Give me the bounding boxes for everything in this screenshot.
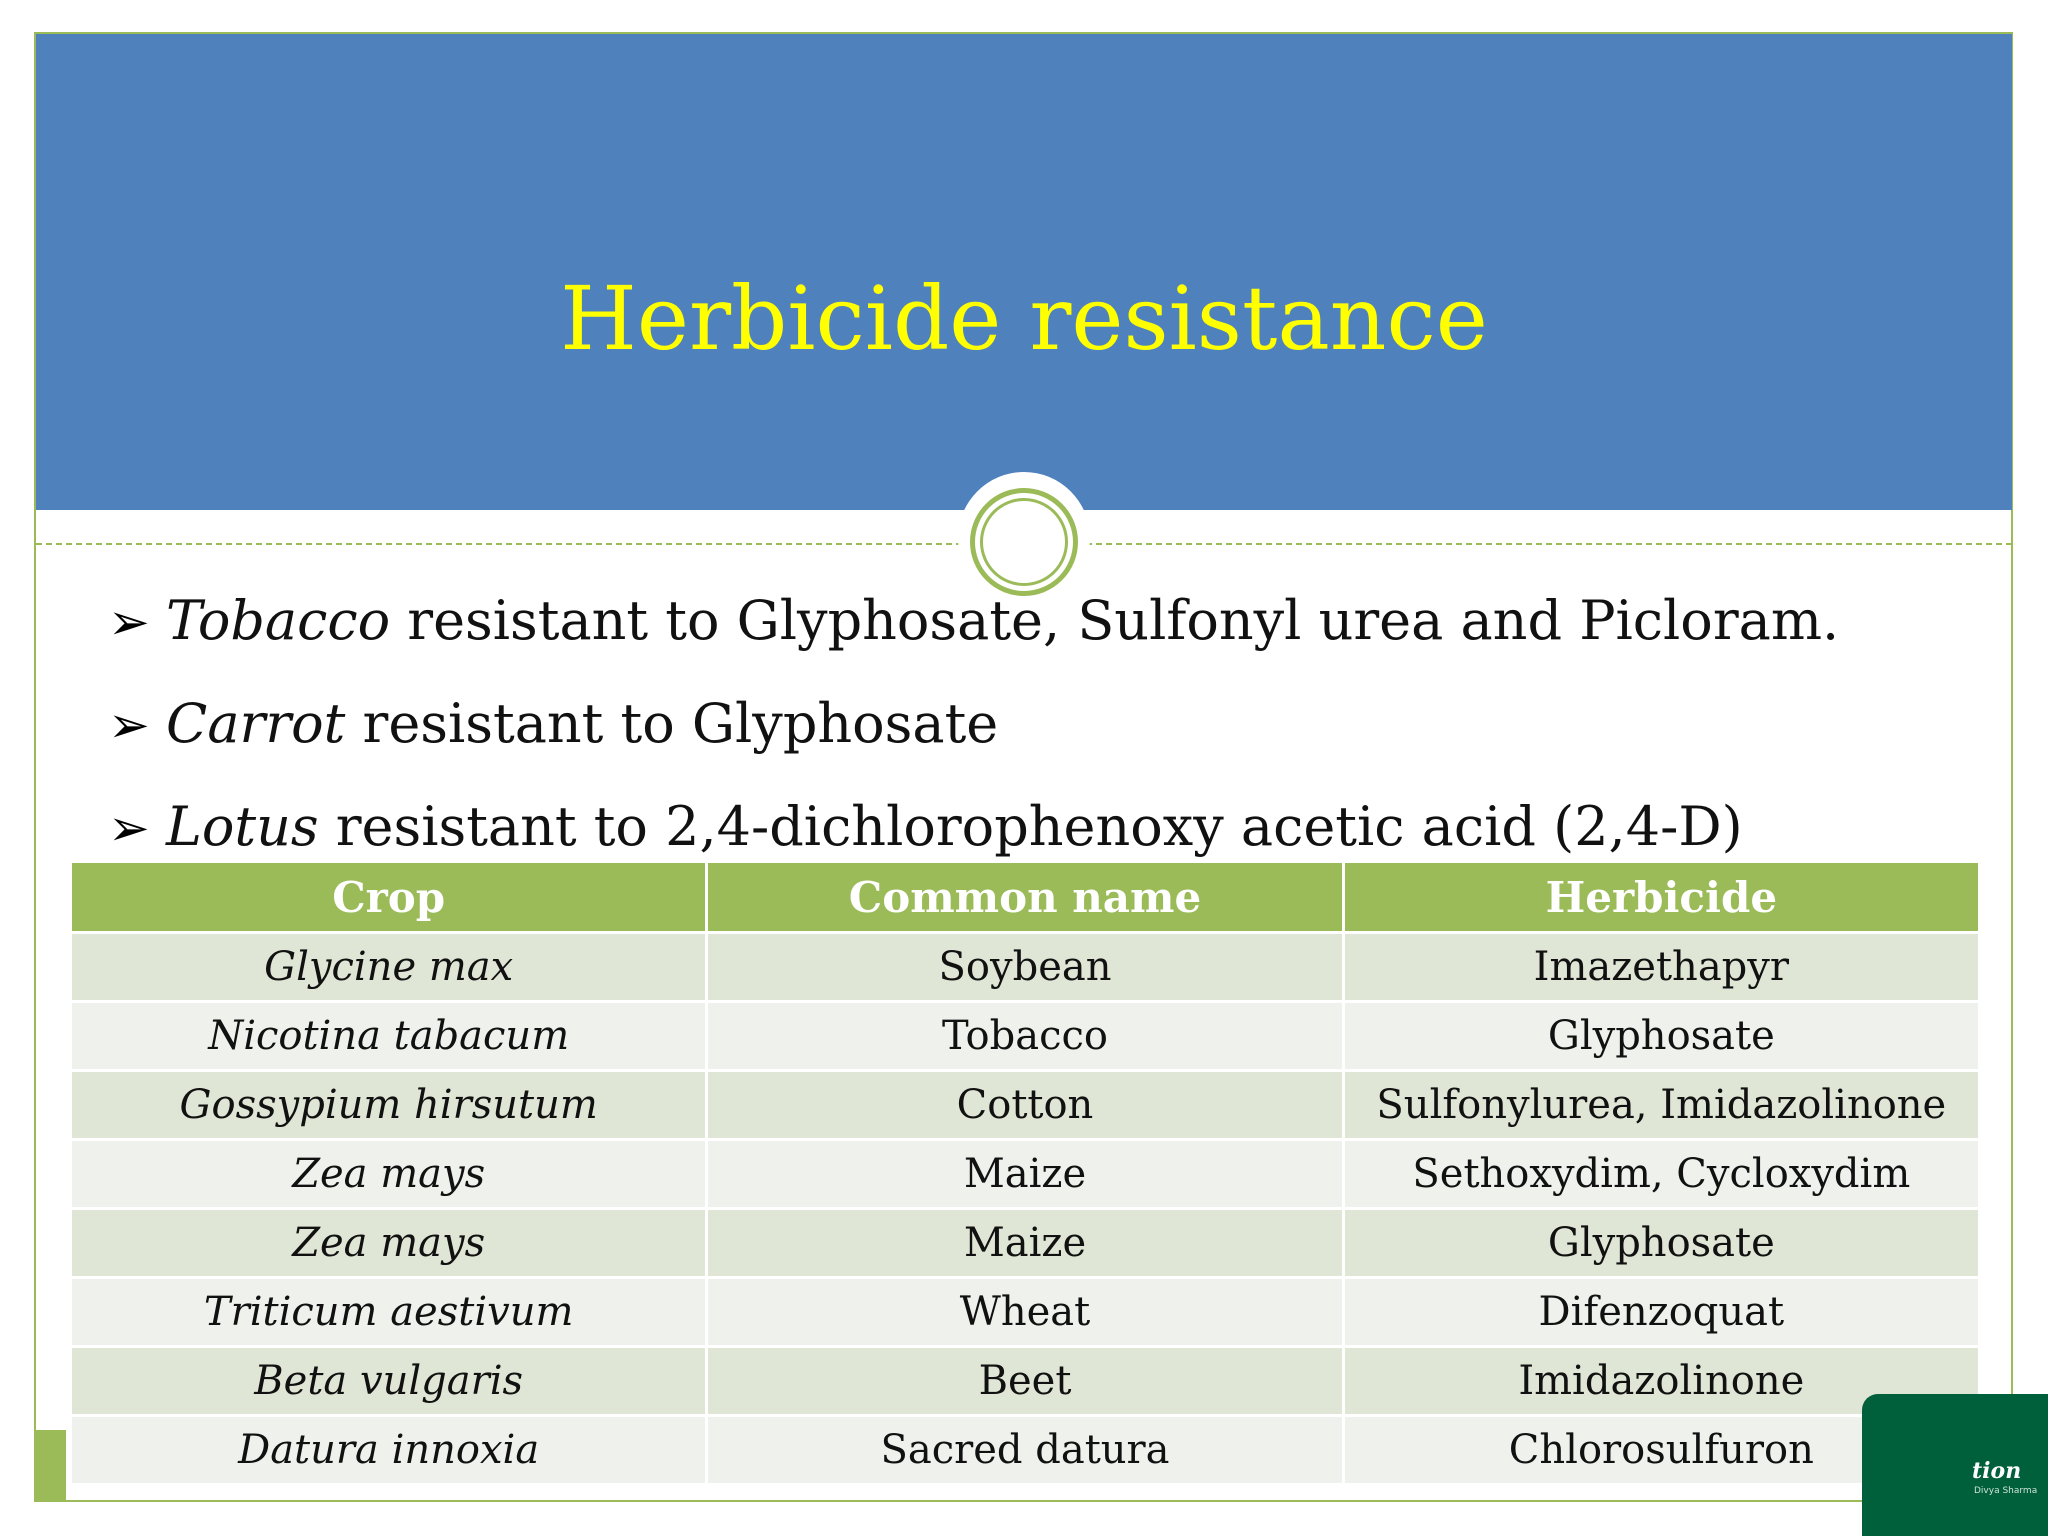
table-row [71,1416,1980,1485]
header-crop: Crop [71,862,707,933]
cell-crop: Zea mays [71,1209,707,1278]
cell-common-name: Soybean [707,933,1343,1002]
cell-common-name: Tobacco [707,1002,1343,1071]
cell-common-name: Beet [707,1347,1343,1416]
corner-accent-bar [34,1430,66,1500]
table-row [71,1002,1980,1071]
slide-title: Herbicide resistance [560,266,1488,370]
arrow-bullet-icon: ➢ [108,799,150,857]
table-row [71,1278,1980,1347]
cell-crop: Zea mays [71,1140,707,1209]
cell-herbicide: Chlorosulfuron [1343,1416,1979,1485]
header-herbicide: Herbicide [1343,862,1979,933]
table-row [71,1209,1980,1278]
cell-common-name: Sacred datura [707,1416,1343,1485]
table-row [71,1140,1980,1209]
bullet-text: resistant to Glyphosate, Sulfonyl urea and Picloram. [390,589,1840,652]
arrow-bullet-icon: ➢ [108,696,150,754]
table-header-row [71,862,1980,933]
bullet-item [108,570,1988,673]
bullet-species: Tobacco [166,589,391,652]
cell-crop: Glycine max [71,933,707,1002]
cell-common-name: Maize [707,1209,1343,1278]
cell-herbicide: Imazethapyr [1343,933,1979,1002]
cell-herbicide: Glyphosate [1343,1209,1979,1278]
cell-herbicide: Sethoxydim, Cycloxydim [1343,1140,1979,1209]
watermark-text: tion [1972,1458,2022,1484]
cell-herbicide: Glyphosate [1343,1002,1979,1071]
cell-common-name: Maize [707,1140,1343,1209]
cell-common-name: Cotton [707,1071,1343,1140]
cell-herbicide: Difenzoquat [1343,1278,1979,1347]
herbicide-table [69,860,1981,1486]
table-row [71,1071,1980,1140]
cell-crop: Nicotina tabacum [71,1002,707,1071]
bullet-text: resistant to 2,4-dichlorophenoxy acetic acid (2,4-D) [318,795,1743,858]
cell-crop: Gossypium hirsutum [71,1071,707,1140]
table-row [71,933,1980,1002]
cell-common-name: Wheat [707,1278,1343,1347]
arrow-bullet-icon: ➢ [108,593,150,651]
bullet-list [108,570,1988,879]
header-common-name: Common name [707,862,1343,933]
table-row [71,1347,1980,1416]
bullet-species: Carrot [166,692,346,755]
cell-herbicide: Sulfonylurea, Imidazolinone [1343,1071,1979,1140]
watermark-subtext: Divya Sharma [1974,1486,2038,1496]
cell-herbicide: Imidazolinone [1343,1347,1979,1416]
bullet-text: resistant to Glyphosate [345,692,999,755]
bullet-item [108,673,1988,776]
cell-crop: Datura innoxia [71,1416,707,1485]
cell-crop: Beta vulgaris [71,1347,707,1416]
watermark-logo [1862,1394,2048,1536]
bullet-species: Lotus [166,795,319,858]
cell-crop: Triticum aestivum [71,1278,707,1347]
